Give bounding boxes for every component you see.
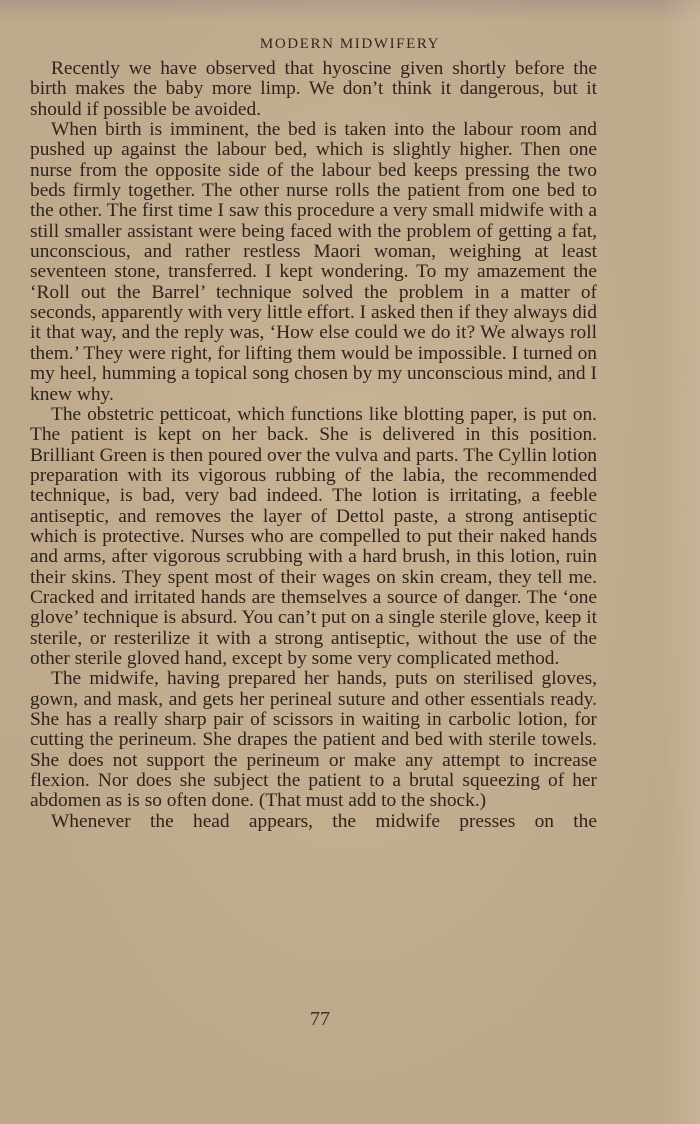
paragraph: The midwife, having prepared her hands, puts on sterilised gloves, gown, and mask, and gets her perineal suture and other essentials ready. She has a really sharp pair of scissors in waiting in carbolic lotion, for cutting the perineum. She drapes the patient and bed with sterile towels. She does not support the perineum or make any attempt to increase flexion. Nor does she subject the patient to a brutal squeezing of her abdomen as is so often done. (That must add to the shock.) — [30, 668, 597, 812]
paragraph: Recently we have observed that hyoscine given shortly before the birth makes the baby more limp. We don’t think it dangerous, but it should if possible be avoided. — [30, 58, 597, 120]
body-text — [30, 59, 597, 832]
paragraph: The obstetric petticoat, which functions like blotting paper, is put on. The patient is kept on her back. She is delivered in this position. Brilliant Green is then poured over the vulva and parts. The Cyllin lotion preparation with its vigorous rubbing of the labia, the recommended technique, is bad, very bad indeed. The lotion is irritating, a feeble antiseptic, and removes the layer of Dettol paste, a strong antiseptic which is protective. Nurses who are compelled to put their naked hands and arms, after vigorous scrubbing with a hard brush, in this lotion, ruin their skins. They spent most of their wages on skin cream, they tell me. Cracked and irritated hands are themselves a source of danger. The ‘one glove’ technique is absurd. You can’t put on a single sterile glove, keep it sterile, or resterilize it with a strong antiseptic, without the use of the other sterile gloved hand, except by some very complicated method. — [30, 403, 597, 669]
paragraph: When birth is imminent, the bed is taken into the labour room and pushed up against the labour bed, which is slightly higher. Then one nurse from the opposite side of the labour bed keeps pressing the two beds firmly together. The other nurse rolls the patient from one bed to the other. The first time I saw this procedure a very small midwife with a still smaller assistant were being faced with the problem of getting a fat, unconscious, and rather restless Maori woman, weighing at least seventeen stone, transferred. I kept wondering. To my amazement the ‘Roll out the Barrel’ technique solved the problem in a matter of seconds, apparently with very little effort. I asked then if they always did it that way, and the reply was, ‘How else could we do it? We always roll them.’ They were right, for lifting them would be impossible. I turned on my heel, humming a topical song chosen by my unconscious mind, and I knew why. — [30, 119, 597, 405]
paragraph: Whenever the head appears, the midwife presses on the — [51, 810, 597, 832]
page-number: 77 — [310, 1008, 330, 1030]
running-head: MODERN MIDWIFERY — [259, 36, 441, 52]
